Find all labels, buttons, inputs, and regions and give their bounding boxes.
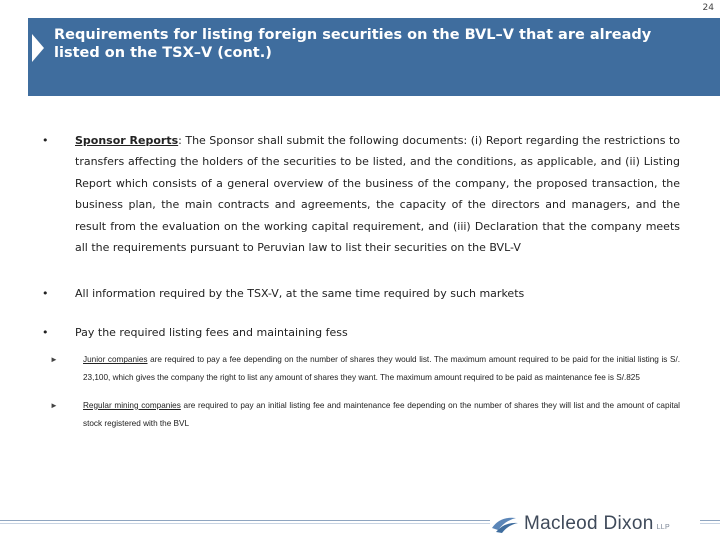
sub-item-lead: Junior companies: [83, 355, 148, 365]
triangle-bullet-icon: ►: [50, 400, 58, 410]
triangle-bullet-icon: ►: [50, 355, 58, 365]
sub-item-text: are required to pay a fee depending on the number of shares they would list. The maximum amount required to be paid for the initial listing is S/. 23,100, which gives the company the right to list any amount of shares they want. The maximum amount required to be paid as maintenance fee is S/.825: [83, 355, 680, 383]
page-number: 24: [702, 3, 714, 13]
bullet-dot-icon: •: [42, 287, 49, 301]
stylized-d-logo-icon: [490, 514, 520, 534]
bullet-dot-icon: •: [42, 134, 49, 147]
sub-item-lead: Regular mining companies: [83, 400, 181, 410]
company-logo: [490, 508, 700, 540]
bullet-listing-fees: [40, 322, 680, 343]
sub-item-junior-companies: [40, 351, 680, 387]
page-title: Requirements for listing foreign securities on the BVL–V that are already listed on the TSX–V (cont.): [54, 27, 652, 61]
bullet-text: Pay the required listing fees and maintaining fess: [75, 325, 348, 339]
sub-item-regular-mining-companies: [40, 397, 680, 433]
bullet-tsxv-information: [40, 283, 680, 304]
content-body: [40, 130, 680, 433]
logo-name: Macleod Dixon: [524, 513, 654, 534]
bullet-text: : The Sponsor shall submit the following documents: (i) Report regarding the restrictions to transfers affecting the holders of the securities to be listed, and the conditions, as applicable, and (ii) Listing Report which consists of a general overview of the business of the company, the proposed transaction, the business plan, the main contracts and agreements, the capacity of the directors and managers, and the result from the evaluation on the working capital requirement, and (iii) Declaration that the company meets all the requirements pursuant to Peruvian law to list their securities on the BVL-V: [75, 134, 680, 255]
bullet-text: All information required by the TSX-V, at the same time required by such markets: [75, 287, 525, 301]
logo-suffix: LLP: [656, 524, 670, 531]
bullet-dot-icon: •: [42, 325, 49, 339]
bullet-lead: Sponsor Reports: [75, 134, 179, 147]
bullet-sponsor-reports: [40, 130, 680, 258]
sub-item-text: are required to pay an initial listing fee and maintenance fee depending on the number of shares they will list and the amount of capital stock registered with the BVL: [83, 400, 681, 428]
logo-wordmark: [524, 513, 670, 535]
chevron-right-icon: [32, 34, 44, 62]
